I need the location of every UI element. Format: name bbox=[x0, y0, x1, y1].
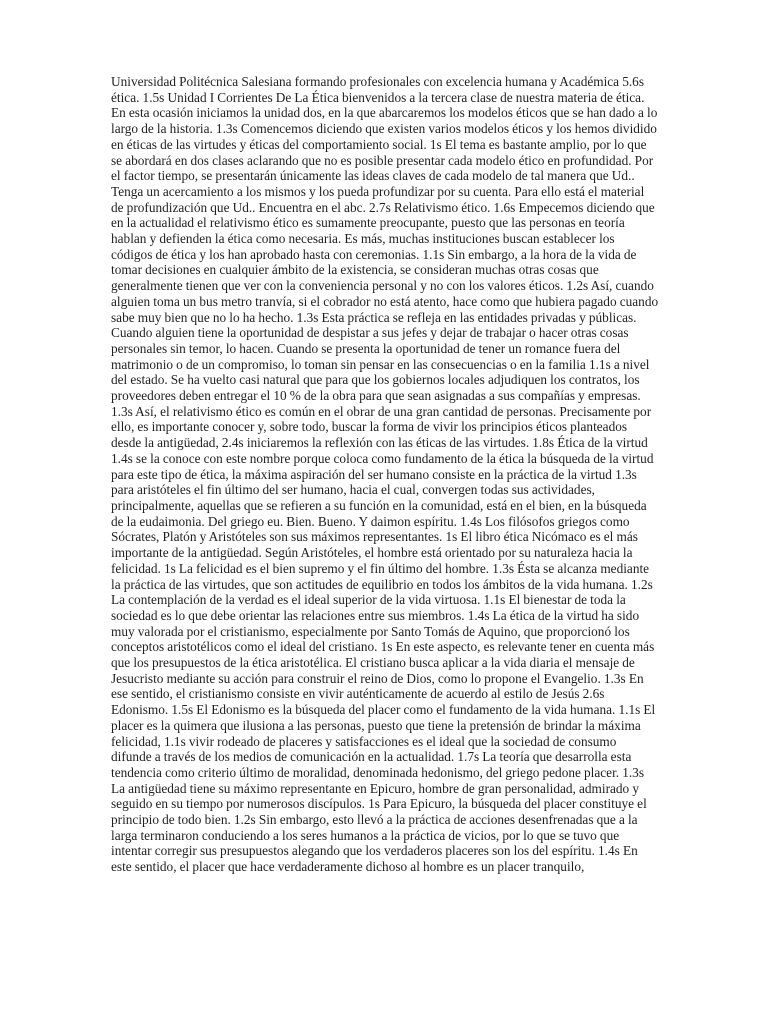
document-page bbox=[111, 74, 659, 875]
body-paragraph: Universidad Politécnica Salesiana formando profesionales con excelencia humana y Académica 5.6s ética. 1.5s Unidad I Corrientes De La Ética bienvenidos a la tercera clase de nuestra materia de ética. En esta ocasión iniciamos la unidad dos, en la que abarcaremos los modelos éticos que se han dado a lo largo de la historia. 1.3s Comencemos diciendo que existen varios modelos éticos y los hemos dividido en éticas de las virtudes y éticas del comportamiento social. 1s El tema es bastante amplio, por lo que se abordará en dos clases aclarando que no es posible presentar cada modelo ético en profundidad. Por el factor tiempo, se presentarán únicamente las ideas claves de cada modelo de tal manera que Ud.. Tenga un acercamiento a los mismos y los pueda profundizar por su cuenta. Para ello está el material de profundización que Ud.. Encuentra en el abc. 2.7s Relativismo ético. 1.6s Empecemos diciendo que en la actualidad el relativismo ético es sumamente preocupante, puesto que las personas en teoría hablan y defienden la ética como necesaria. Es más, muchas instituciones buscan establecer los códigos de ética y los han aprobado hasta con ceremonias. 1.1s Sin embargo, a la hora de la vida de tomar decisiones en cualquier ámbito de la existencia, se consideran muchas otras cosas que generalmente tienen que ver con la conveniencia personal y no con los valores éticos. 1.2s Así, cuando alguien toma un bus metro tranvía, si el cobrador no está atento, hace como que hubiera pagado cuando sabe muy bien que no lo ha hecho. 1.3s Esta práctica se refleja en las entidades privadas y públicas. Cuando alguien tiene la oportunidad de despistar a sus jefes y dejar de trabajar o hacer otras cosas personales sin temor, lo hacen. Cuando se presenta la oportunidad de tener un romance fuera del matrimonio o de un compromiso, lo toman sin pensar en las consecuencias o en la familia 1.1s a nivel del estado. Se ha vuelto casi natural que para que los gobiernos locales adjudiquen los contratos, los proveedores deben entregar el 10 % de la obra para que sean asignadas a sus compañías y empresas. 1.3s Así, el relativismo ético es común en el obrar de una gran cantidad de personas. Precisamente por ello, es importante conocer y, sobre todo, buscar la forma de vivir los principios éticos planteados desde la antigüedad, 2.4s iniciaremos la reflexión con las éticas de las virtudes. 1.8s Ética de la virtud 1.4s se la conoce con este nombre porque coloca como fundamento de la ética la búsqueda de la virtud para este tipo de ética, la máxima aspiración del ser humano consiste en la práctica de la virtud 1.3s para aristóteles el fin último del ser humano, hacia el cual, convergen todas sus actividades, principalmente, aquellas que se refieren a su función en la comunidad, está en el bien, en la búsqueda de la eudaimonia. Del griego eu. Bien. Bueno. Y daimon espíritu. 1.4s Los filósofos griegos como Sócrates, Platón y Aristóteles son sus máximos representantes. 1s El libro ética Nicómaco es el más importante de la antigüedad. Según Aristóteles, el hombre está orientado por su naturaleza hacia la felicidad. 1s La felicidad es el bien supremo y el fin último del hombre. 1.3s Ésta se alcanza mediante la práctica de las virtudes, que son actitudes de equilibrio en todos los ámbitos de la vida humana. 1.2s La contemplación de la verdad es el ideal superior de la vida virtuosa. 1.1s El bienestar de toda la sociedad es lo que debe orientar las relaciones entre sus miembros. 1.4s La ética de la virtud ha sido muy valorada por el cristianismo, especialmente por Santo Tomás de Aquino, que proporcionó los conceptos aristotélicos como el ideal del cristiano. 1s En este aspecto, es relevante tener en cuenta más que los presupuestos de la ética aristotélica. El cristiano busca aplicar a la vida diaria el mensaje de Jesucristo mediante su acción para construir el reino de Dios, como lo propone el Evangelio. 1.3s En ese sentido, el cristianismo consiste en vivir auténticamente de acuerdo al estilo de Jesús 2.6s Edonismo. 1.5s El Edonismo es la búsqueda del placer como el fundamento de la vida humana. 1.1s El placer es la quimera que ilusiona a las personas, puesto que tiene la pretensión de brindar la máxima felicidad, 1.1s vivir rodeado de placeres y satisfacciones es el ideal que la sociedad de consumo difunde a través de los medios de comunicación en la actualidad. 1.7s La teoría que desarrolla esta tendencia como criterio último de moralidad, denominada hedonismo, del griego pedone placer. 1.3s La antigüedad tiene su máximo representante en Epicuro, hombre de gran personalidad, admirado y seguido en su tiempo por numerosos discípulos. 1s Para Epicuro, la búsqueda del placer constituye el principio de todo bien. 1.2s Sin embargo, esto llevó a la práctica de acciones desenfrenadas que a la larga terminaron conduciendo a los seres humanos a la práctica de vicios, por lo que se tuvo que intentar corregir sus presupuestos alegando que los verdaderos placeres son los del espíritu. 1.4s En este sentido, el placer que hace verdaderamente dichoso al hombre es un placer tranquilo, bbox=[111, 74, 659, 875]
